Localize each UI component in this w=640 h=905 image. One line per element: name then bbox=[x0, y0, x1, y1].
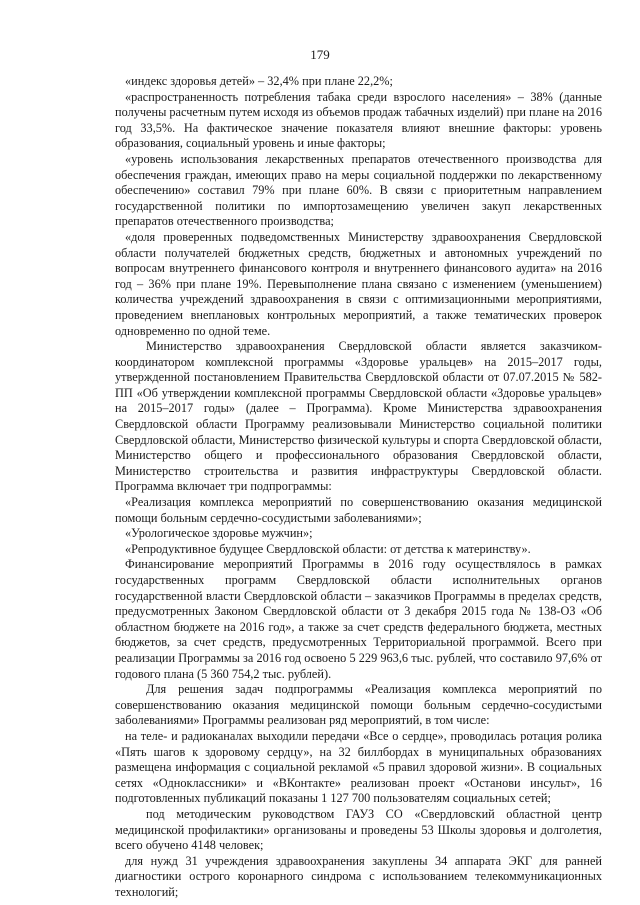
paragraph-program-financing: Финансирование мероприятий Программы в 2016 году осуществлялось в рамках государственных программ Свердловской области исполнительных органов государственной власти Свердловской области – заказчиков Программы в пределах средств, предусмотренных Законом Свердловской области от 3 декабря 2015 года № 138-ОЗ «Об областном бюджете на 2016 год», а также за счет средств федерального бюджета, местных бюджетов, за счет средств, предусмотренных Территориальной программой. Всего при реализации Программы за 2016 год освоено 5 229 963,6 тыс. рублей, что составило 97,6% от годового плана (5 360 754,2 тыс. рублей). bbox=[115, 557, 602, 681]
page-number: 179 bbox=[310, 47, 330, 62]
paragraph-child-health-index: «индекс здоровья детей» – 32,4% при плане 22,2%; bbox=[125, 74, 393, 88]
paragraph-media-campaign: на теле- и радиоканалах выходили передачи «Все о сердце», проводилась ротация ролика «Пять шагов к здоровому сердцу», на 32 биллбордах в муниципальных образованиях размещена информация с социальной рекламой «5 правил здоровой жизни». В социальных сетях «Одноклассники» и «ВКонтакте» реализован проект «Останови инсульт», 16 подготовленных публикаций показаны 1 127 700 пользователям социальных сетей; bbox=[115, 728, 602, 806]
paragraph-audited-recipients: «доля проверенных подведомственных Министерству здравоохранения Свердловской области получателей бюджетных средств, бюджетных и автономных учреждений по вопросам внутреннего финансового контроля и внутреннего финансового аудита» на 2016 год – 36% при плане 19%. Перевыполнение плана связано с изменением (уменьшением) количества учреждений здравоохранения в связи с оптимизационными мероприятиями, проведением внеплановых контрольных мероприятий, а также тематических проверок одновременно по одной теме. bbox=[115, 229, 602, 338]
paragraph-subprogram-urology: «Урологическое здоровье мужчин»; bbox=[125, 526, 313, 541]
paragraph-program-coordinator: Министерство здравоохранения Свердловской области является заказчиком-координатором комплексной программы «Здоровье уральцев» на 2015–2017 годы, утвержденной постановлением Правительства Свердловской области от 07.07.2015 № 582-ПП «Об утверждении комплексной программы Свердловской области «Здоровье уральцев» на 2015–2017 годы» (далее – Программа). Кроме Министерства здравоохранения Свердловской области Программу реализовывали Министерство социальной политики Свердловской области, Министерство физической культуры и спорта Свердловской области, Министерство общего и профессионального образования Свердловской области, Министерство строительства и развития инфраструктуры Свердловской области. Программа включает три подпрограммы: bbox=[115, 339, 602, 494]
document-body bbox=[115, 74, 602, 900]
paragraph-ecg-purchase: для нужд 31 учреждения здравоохранения закуплены 34 аппарата ЭКГ для ранней диагностики острого коронарного синдрома с использованием телекоммуникационных технологий; bbox=[115, 853, 602, 899]
paragraph-cardio-measures-intro: Для решения задач подпрограммы «Реализация комплекса мероприятий по совершенствованию оказания медицинской помощи больным сердечно-сосудистыми заболеваниями» Программы реализован ряд мероприятий, в том числе: bbox=[115, 682, 602, 728]
paragraph-domestic-medicines: «уровень использования лекарственных препаратов отечественного производства для обеспечения граждан, имеющих право на меры социальной поддержки по лекарственному обеспечению» составил 79% при плане 60%. В связи с приоритетным направлением государственной политики по импортозамещению увеличен закуп лекарственных препаратов отечественного производства; bbox=[115, 151, 602, 229]
paragraph-subprogram-cardio: «Реализация комплекса мероприятий по совершенствованию оказания медицинской помощи больным сердечно-сосудистыми заболеваниями»; bbox=[115, 495, 602, 525]
paragraph-subprogram-reproductive: «Репродуктивное будущее Свердловской области: от детства к материнству». bbox=[125, 541, 531, 556]
paragraph-tobacco-use: «распространенность потребления табака среди взрослого населения» – 38% (данные получены расчетным путем исходя из объемов продаж табачных изделий) при плане на 2016 год 33,5%. На фактическое значение показателя влияют внешние факторы: уровень образования, социальный уровень и иные факторы; bbox=[115, 89, 602, 151]
paragraph-health-schools: под методическим руководством ГАУЗ СО «Свердловский областной центр медицинской профилактики» организованы и проведены 53 Школы здоровья и долголетия, всего обучено 4148 человек; bbox=[115, 806, 602, 853]
